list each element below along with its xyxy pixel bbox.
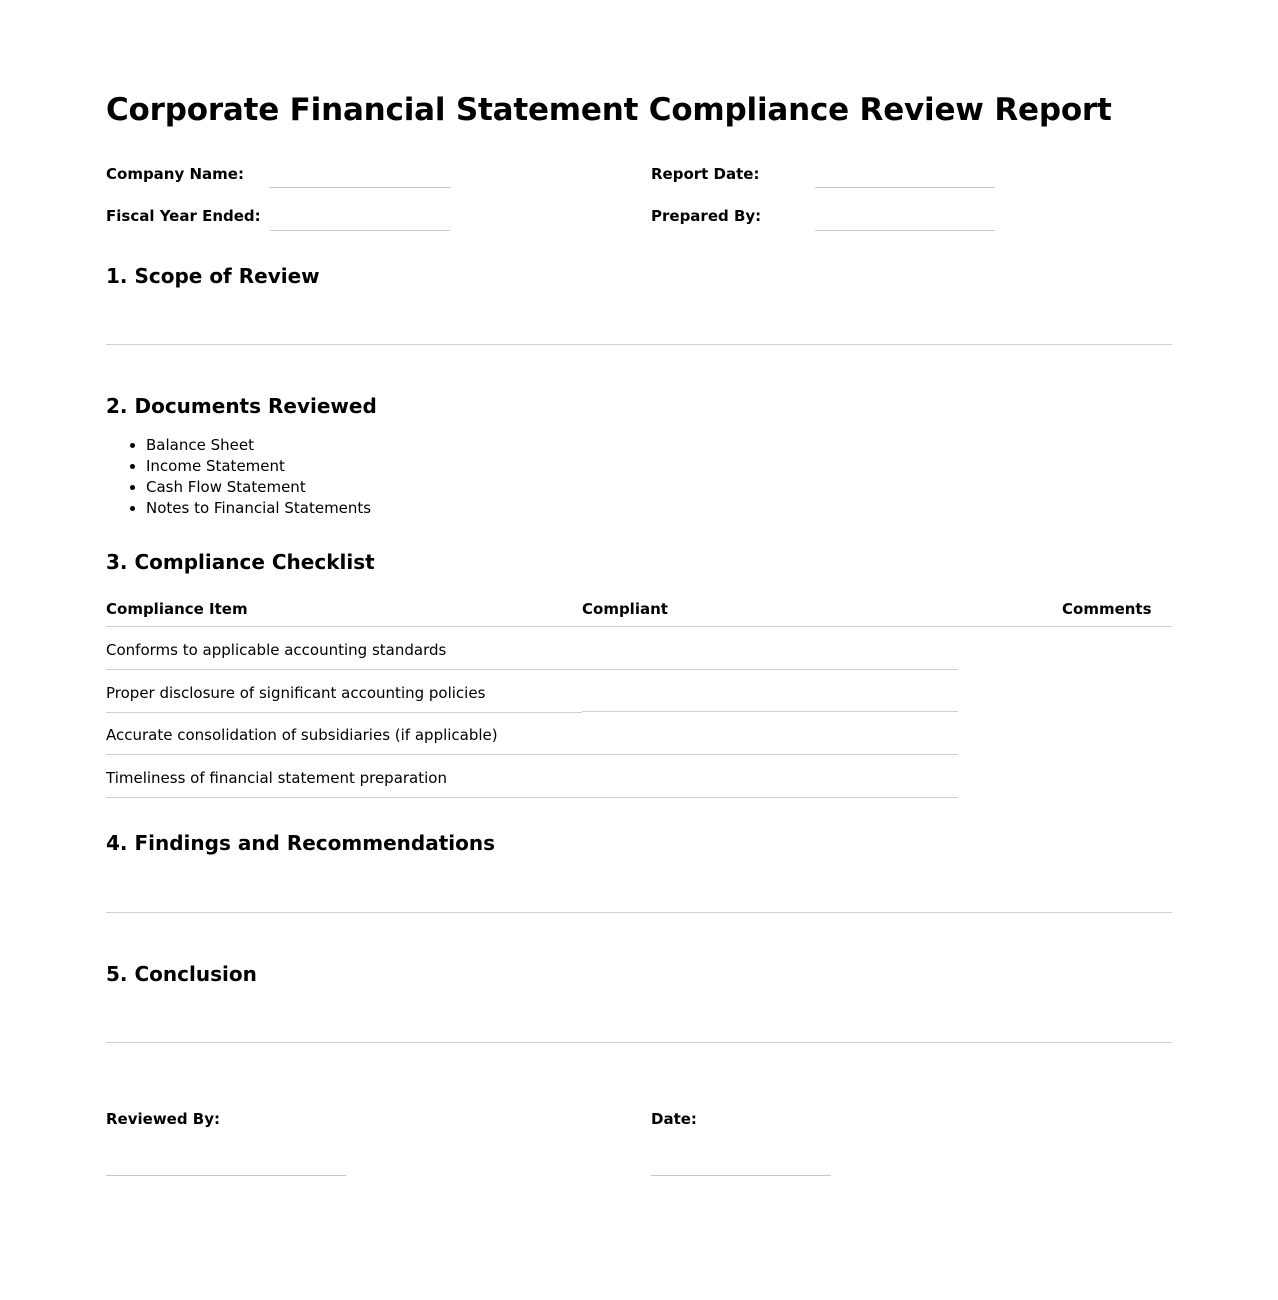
findings-heading: 4. Findings and Recommendations: [106, 831, 495, 855]
company-name-field[interactable]: [270, 187, 450, 188]
column-header-comments: Comments: [1062, 600, 1152, 618]
compliance-item-cell: Proper disclosure of significant accounting policies: [106, 684, 486, 702]
list-item: • Cash Flow Statement: [146, 477, 371, 498]
row-rule: [106, 669, 958, 670]
fiscal-year-label: Fiscal Year Ended:: [106, 207, 261, 225]
reviewed-by-label: Reviewed By:: [106, 1110, 221, 1128]
row-rule: [582, 711, 958, 712]
company-name-label: Company Name:: [106, 165, 244, 183]
list-item: • Income Statement: [146, 456, 371, 477]
signoff-date-field[interactable]: [651, 1175, 831, 1176]
checklist-heading: 3. Compliance Checklist: [106, 550, 375, 574]
row-rule: [106, 712, 582, 713]
prepared-by-label: Prepared By:: [651, 207, 762, 225]
findings-input-area[interactable]: [106, 912, 1172, 913]
conclusion-heading: 5. Conclusion: [106, 962, 257, 986]
signoff-date-label: Date:: [651, 1110, 697, 1128]
column-header-item: Compliance Item: [106, 600, 248, 618]
documents-list: [106, 435, 371, 519]
conclusion-input-area[interactable]: [106, 1042, 1172, 1043]
compliance-item-cell: Conforms to applicable accounting standards: [106, 641, 447, 659]
compliance-item-cell: Timeliness of financial statement preparation: [106, 769, 447, 787]
table-header-rule: [106, 626, 1172, 627]
compliance-item-cell: Accurate consolidation of subsidiaries (if applicable): [106, 726, 498, 744]
row-rule: [106, 797, 958, 798]
list-item: • Notes to Financial Statements: [146, 498, 371, 519]
fiscal-year-field[interactable]: [270, 230, 450, 231]
documents-heading: 2. Documents Reviewed: [106, 394, 377, 418]
report-date-label: Report Date:: [651, 165, 760, 183]
list-item: • Balance Sheet: [146, 435, 371, 456]
column-header-compliant: Compliant: [582, 600, 668, 618]
prepared-by-field[interactable]: [815, 230, 995, 231]
report-date-field[interactable]: [815, 187, 995, 188]
scope-heading: 1. Scope of Review: [106, 264, 320, 288]
scope-input-area[interactable]: [106, 344, 1172, 345]
row-rule: [106, 754, 958, 755]
reviewed-by-field[interactable]: [106, 1175, 346, 1176]
report-title: Corporate Financial Statement Compliance Review Report: [106, 92, 1112, 128]
